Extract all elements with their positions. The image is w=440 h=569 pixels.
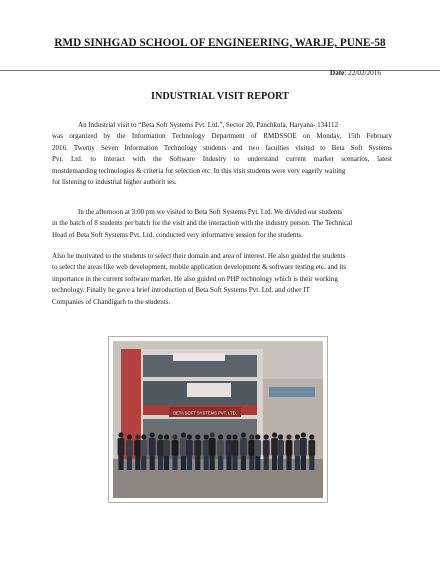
student-body [248, 440, 255, 456]
group-photo-frame [108, 336, 328, 503]
student-head [272, 432, 277, 437]
student-head [181, 432, 186, 437]
student-body [226, 440, 233, 456]
student-body [149, 438, 156, 456]
student-legs [309, 456, 314, 470]
student-body [134, 440, 141, 456]
student-legs [195, 456, 200, 470]
text-line: Head of Beta Soft Systems Pvt. Ltd. conducted very informative session for the students. [52, 230, 303, 239]
student-legs [164, 456, 169, 470]
student-legs [187, 456, 192, 470]
text-line: Pvt. Ltd. to interact with the Software Industry to understand current market scenarios, latest [52, 155, 392, 164]
text-line: technology. Finally he gave a brief introduction of Beta Soft Systems Pvt. Ltd. and other IT [52, 286, 310, 295]
student-legs [181, 456, 186, 470]
date-line [330, 69, 381, 77]
school-name-heading: RMD SINHGAD SCHOOL OF ENGINEERING, WARJE, PUNE-58 [54, 37, 386, 49]
student-head [150, 432, 155, 437]
text-line: was organized by the Information Technology Department of RMDSSOE on Monday, 15th February [52, 132, 392, 141]
student-legs [278, 456, 283, 470]
student-head [295, 434, 300, 439]
student-legs [272, 456, 277, 470]
student-body [172, 440, 179, 456]
student-legs [255, 456, 260, 470]
student-legs [286, 456, 291, 470]
student-head [172, 434, 177, 439]
student-head [158, 434, 163, 439]
student-legs [150, 456, 155, 470]
text-line: to select the areas like web development, mobile application development & software testing etc. and its [52, 263, 347, 272]
student-head [118, 432, 123, 437]
student-head [187, 434, 192, 439]
date-value: : 22/02/2016 [344, 69, 381, 77]
student-body [140, 440, 147, 456]
student-body [271, 438, 278, 456]
student-head [135, 434, 140, 439]
student-head [278, 434, 283, 439]
student-body [203, 440, 210, 456]
student-head [249, 434, 254, 439]
student-body [240, 438, 247, 456]
student-head [141, 434, 146, 439]
student-head [204, 434, 209, 439]
photo-shop-sign-text: BETA SOFT SYSTEMS PVT. LTD. [173, 410, 237, 416]
student-head [286, 434, 291, 439]
paragraph-intro [52, 120, 392, 189]
student-body [209, 438, 216, 456]
student-legs [218, 456, 223, 470]
report-title: INDUSTRIAL VISIT REPORT [151, 91, 289, 102]
text-line: Companies of Chandigarh to the students. [52, 297, 171, 306]
student-head [164, 434, 169, 439]
student-body [118, 438, 125, 456]
student-legs [295, 456, 300, 470]
text-line: Also he motivated to the students to select their domain and area of interest. He also guided the students [52, 252, 346, 260]
student-head [226, 434, 231, 439]
group-photo [113, 341, 323, 498]
student-legs [141, 456, 146, 470]
student-body [254, 440, 261, 456]
photo-middle-board [187, 383, 231, 397]
student-body [232, 440, 239, 456]
student-head [255, 434, 260, 439]
text-line: mostdemanding technologies & criteria for selection etc. In this visit students were very eagerly waiting [52, 166, 346, 175]
student-body [186, 440, 193, 456]
text-line: in the batch of 8 students per batch for the visit and the interaction with the industry person. The Technical [52, 219, 353, 228]
student-legs [226, 456, 231, 470]
student-head [210, 432, 215, 437]
student-legs [204, 456, 209, 470]
student-legs [127, 456, 132, 470]
student-legs [249, 456, 254, 470]
photo-upper-board [173, 353, 225, 361]
paragraph-afternoon-visit [52, 207, 392, 241]
paragraph-guidance [52, 251, 392, 308]
student-legs [135, 456, 140, 470]
text-line: for listening to industrial higher authorit ies. [52, 178, 177, 187]
student-legs [210, 456, 215, 470]
student-legs [241, 456, 246, 470]
student-body [300, 438, 307, 456]
date-label: Date [330, 69, 345, 77]
student-head [264, 434, 269, 439]
student-body [286, 440, 293, 456]
student-head [195, 434, 200, 439]
student-body [180, 438, 187, 456]
student-legs [172, 456, 177, 470]
student-legs [118, 456, 123, 470]
student-body [294, 440, 301, 456]
text-line: In the afternoon at 3:00 pm we visited to Beta Soft Systems Pvt. Ltd. We divided our students [78, 208, 343, 216]
student-body [163, 440, 170, 456]
student-legs [232, 456, 237, 470]
student-body [126, 440, 133, 456]
student-head [241, 432, 246, 437]
student-body [157, 440, 164, 456]
student-body [263, 440, 270, 456]
student-head [309, 434, 314, 439]
student-head [232, 434, 237, 439]
student-body [194, 440, 201, 456]
student-legs [301, 456, 306, 470]
student-head [218, 434, 223, 439]
text-line: 2016. Twenty Seven Information Technology students and two faculties visited to Beta Soft Systems [52, 143, 392, 152]
student-head [301, 432, 306, 437]
student-body [217, 440, 224, 456]
student-legs [264, 456, 269, 470]
text-line: An Industrial visit to “Beta Soft Systems Pvt. Ltd.”, Sector 20, Panchkula, Haryana- 134112 [78, 121, 339, 129]
photo-side-board [269, 387, 315, 397]
student-legs [158, 456, 163, 470]
student-body [308, 440, 315, 456]
student-head [127, 434, 132, 439]
text-line: importance in the current software market. He also guided on PHP technology which is their working [52, 274, 338, 283]
student-body [277, 440, 284, 456]
